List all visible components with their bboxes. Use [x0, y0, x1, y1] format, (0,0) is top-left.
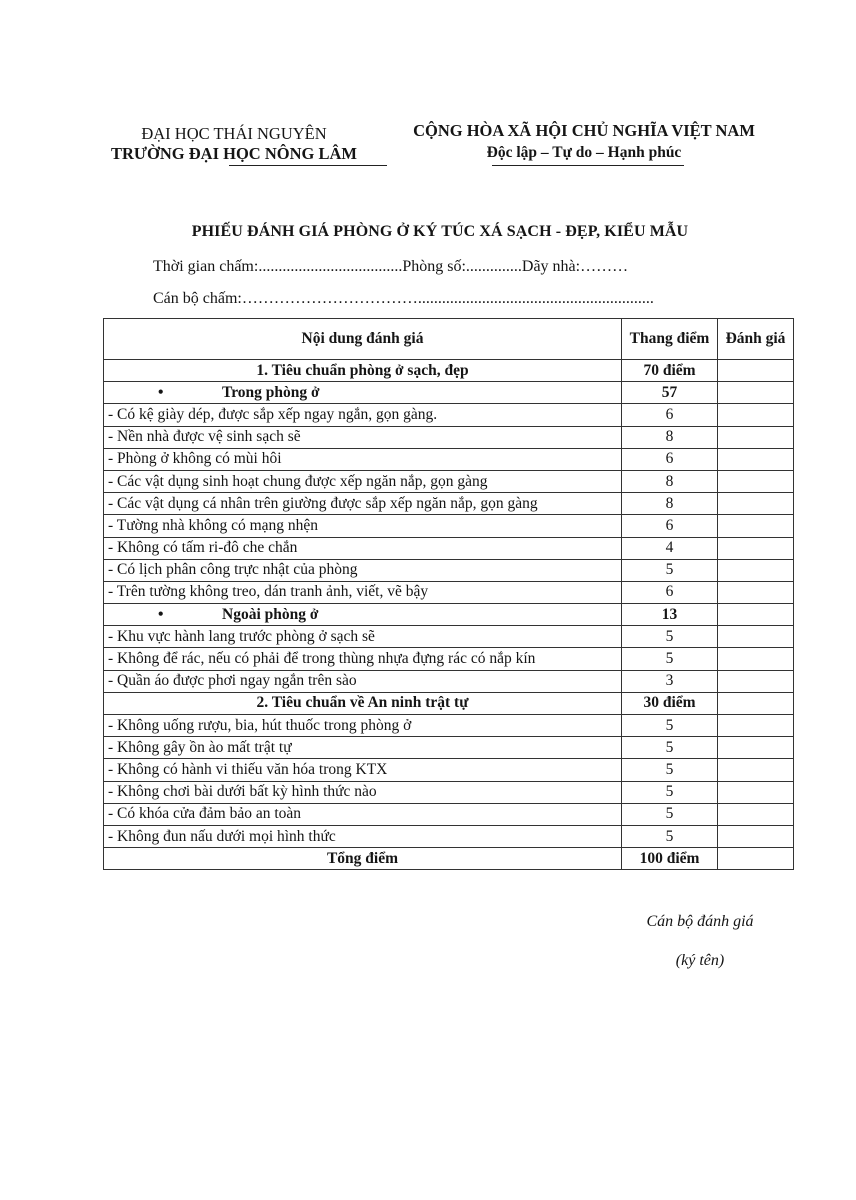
divider: [229, 165, 387, 166]
bullet-icon: •: [158, 605, 164, 623]
form-title: PHIẾU ĐÁNH GIÁ PHÒNG Ở KÝ TÚC XÁ SẠCH - ĐẸP, KIỂU MẪU: [191, 223, 689, 240]
table-row: [104, 825, 794, 847]
criterion-points: 3: [622, 670, 718, 692]
table-row: [104, 404, 794, 426]
section-points: 30 điểm: [622, 692, 718, 714]
evaluation-cell[interactable]: [718, 626, 794, 648]
criterion-points: 6: [622, 404, 718, 426]
table-header-row: [104, 319, 794, 360]
evaluation-cell[interactable]: [718, 515, 794, 537]
table-row: [104, 559, 794, 581]
total-points: 100 điểm: [622, 848, 718, 870]
column-header-content: Nội dung đánh giá: [104, 319, 622, 360]
criterion-points: 8: [622, 426, 718, 448]
header-right: [384, 120, 784, 166]
criterion-text: - Trên tường không treo, dán tranh ảnh, viết, vẽ bậy: [104, 581, 622, 603]
criterion-points: 5: [622, 715, 718, 737]
criterion-text: - Khu vực hành lang trước phòng ở sạch sẽ: [104, 626, 622, 648]
section-title: 1. Tiêu chuẩn phòng ở sạch, đẹp: [104, 360, 622, 382]
evaluation-cell[interactable]: [718, 537, 794, 559]
column-header-scale: Thang điểm: [622, 319, 718, 360]
criterion-points: 5: [622, 825, 718, 847]
section-points: 70 điểm: [622, 360, 718, 382]
evaluation-cell[interactable]: [718, 737, 794, 759]
evaluation-cell[interactable]: [718, 426, 794, 448]
national-title: CỘNG HÒA XÃ HỘI CHỦ NGHĨA VIỆT NAM: [413, 121, 755, 140]
total-row: [104, 848, 794, 870]
criterion-text: - Không uống rượu, bia, hút thuốc trong phòng ở: [104, 715, 622, 737]
meta-time-room-line: Thời gian chấm:....................................Phòng số:..............Dãy nhà:………: [153, 258, 629, 275]
evaluation-cell[interactable]: [718, 360, 794, 382]
criterion-text: - Không có hành vi thiếu văn hóa trong KTX: [104, 759, 622, 781]
subsection-row: [104, 604, 794, 626]
table-row: [104, 426, 794, 448]
section-title: 2. Tiêu chuẩn về An ninh trật tự: [104, 692, 622, 714]
criterion-text: - Không đun nấu dưới mọi hình thức: [104, 825, 622, 847]
table-row: [104, 670, 794, 692]
criterion-points: 8: [622, 493, 718, 515]
national-motto: Độc lập – Tự do – Hạnh phúc: [486, 144, 682, 161]
criterion-text: - Các vật dụng sinh hoạt chung được xếp ngăn nắp, gọn gàng: [104, 470, 622, 492]
subsection-points: 13: [622, 604, 718, 626]
evaluation-cell[interactable]: [718, 404, 794, 426]
evaluation-table: [103, 318, 794, 870]
evaluation-cell[interactable]: [718, 803, 794, 825]
criterion-points: 6: [622, 581, 718, 603]
evaluation-cell[interactable]: [718, 759, 794, 781]
criterion-points: 5: [622, 737, 718, 759]
criterion-points: 5: [622, 559, 718, 581]
criterion-text: - Phòng ở không có mùi hôi: [104, 448, 622, 470]
evaluation-cell[interactable]: [718, 493, 794, 515]
evaluation-cell[interactable]: [718, 604, 794, 626]
criterion-text: - Có lịch phân công trực nhật của phòng: [104, 559, 622, 581]
criterion-text: - Không gây ồn ào mất trật tự: [104, 737, 622, 759]
school-name: TRƯỜNG ĐẠI HỌC NÔNG LÂM: [111, 144, 357, 163]
column-header-evaluation: Đánh giá: [718, 319, 794, 360]
evaluation-cell[interactable]: [718, 448, 794, 470]
criterion-points: 5: [622, 781, 718, 803]
table-row: [104, 715, 794, 737]
evaluation-cell[interactable]: [718, 670, 794, 692]
table-row: [104, 803, 794, 825]
evaluation-cell[interactable]: [718, 559, 794, 581]
signature-note: (ký tên): [675, 952, 725, 969]
university-name: ĐẠI HỌC THÁI NGUYÊN: [141, 124, 327, 143]
criterion-text: - Quần áo được phơi ngay ngắn trên sào: [104, 670, 622, 692]
table-row: [104, 581, 794, 603]
total-label: Tổng điểm: [104, 848, 622, 870]
criterion-text: - Các vật dụng cá nhân trên giường được sắp xếp ngăn nắp, gọn gàng: [104, 493, 622, 515]
section-row: [104, 692, 794, 714]
evaluation-cell[interactable]: [718, 382, 794, 404]
table-row: [104, 537, 794, 559]
subsection-title: Trong phòng ở: [222, 383, 320, 401]
criterion-points: 8: [622, 470, 718, 492]
evaluation-cell[interactable]: [718, 581, 794, 603]
subsection-points: 57: [622, 382, 718, 404]
table-row: [104, 470, 794, 492]
criterion-points: 5: [622, 648, 718, 670]
criterion-points: 5: [622, 803, 718, 825]
table-row: [104, 737, 794, 759]
criterion-points: 6: [622, 448, 718, 470]
meta-assessor-line: Cán bộ chấm:……………………………...........................................................: [153, 290, 654, 307]
table-row: [104, 781, 794, 803]
subsection-row: [104, 382, 794, 404]
criterion-text: - Có kệ giày dép, được sắp xếp ngay ngắn, gọn gàng.: [104, 404, 622, 426]
evaluation-cell[interactable]: [718, 848, 794, 870]
evaluation-cell[interactable]: [718, 692, 794, 714]
criterion-text: - Nền nhà được vệ sinh sạch sẽ: [104, 426, 622, 448]
criterion-points: 4: [622, 537, 718, 559]
evaluation-cell[interactable]: [718, 648, 794, 670]
divider: [492, 165, 684, 166]
table-row: [104, 626, 794, 648]
signature-title: Cán bộ đánh giá: [646, 913, 754, 930]
criterion-text: - Có khóa cửa đảm bảo an toàn: [104, 803, 622, 825]
criterion-text: - Tường nhà không có mạng nhện: [104, 515, 622, 537]
section-row: [104, 360, 794, 382]
criterion-text: - Không để rác, nếu có phải để trong thùng nhựa đựng rác có nắp kín: [104, 648, 622, 670]
evaluation-cell[interactable]: [718, 781, 794, 803]
table-row: [104, 759, 794, 781]
evaluation-cell[interactable]: [718, 470, 794, 492]
table-row: [104, 515, 794, 537]
criterion-points: 5: [622, 759, 718, 781]
criterion-points: 6: [622, 515, 718, 537]
criterion-text: - Không có tấm ri-đô che chắn: [104, 537, 622, 559]
criterion-text: - Không chơi bài dưới bất kỳ hình thức nào: [104, 781, 622, 803]
criterion-points: 5: [622, 626, 718, 648]
evaluation-cell[interactable]: [718, 715, 794, 737]
evaluation-cell[interactable]: [718, 825, 794, 847]
header-left: [84, 124, 384, 166]
subsection-title: Ngoài phòng ở: [222, 605, 319, 623]
table-row: [104, 493, 794, 515]
table-row: [104, 448, 794, 470]
bullet-icon: •: [158, 383, 164, 401]
table-row: [104, 648, 794, 670]
